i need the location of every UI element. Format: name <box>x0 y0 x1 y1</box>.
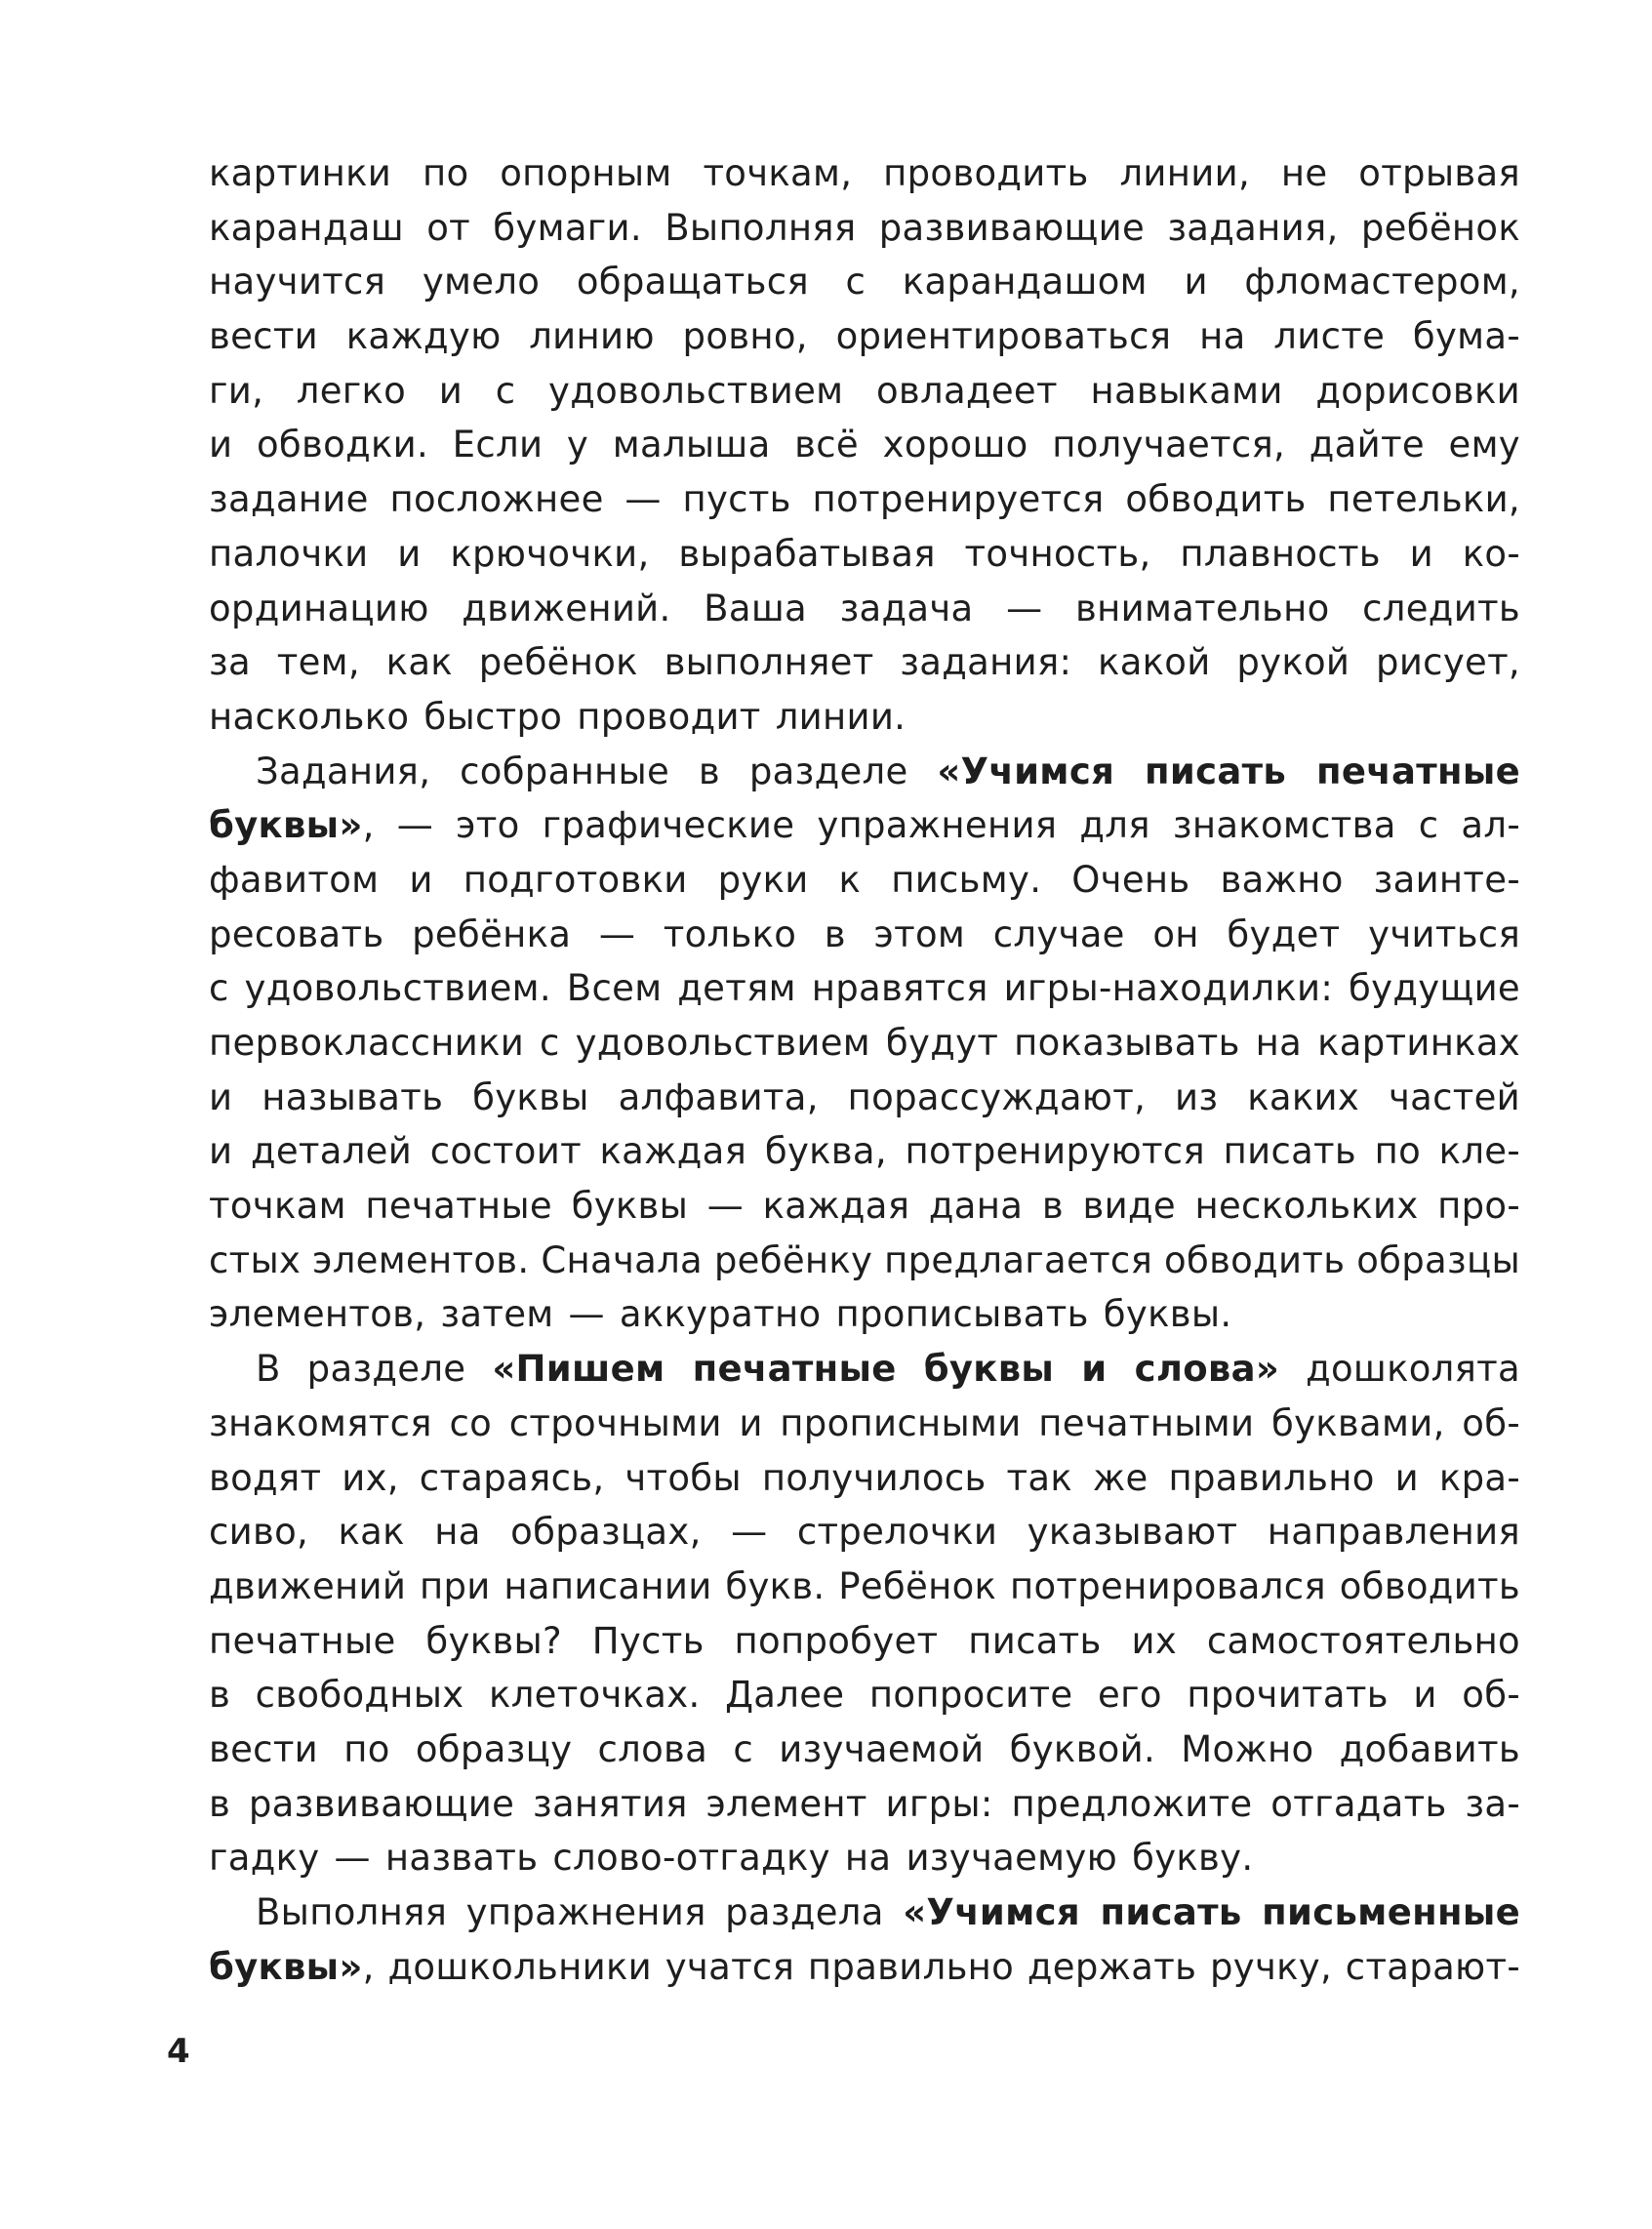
text-line: элементов, затем — аккуратно прописывать буквы. <box>209 1293 1232 1336</box>
text-line: первоклассники с удовольствием будут показывать на картинках <box>209 1022 1520 1064</box>
text-line: карандаш от бумаги. Выполняя развивающие задания, ребёнок <box>209 206 1520 249</box>
text-run: Задания, собранные в разделе <box>256 750 938 792</box>
text-line: и обводки. Если у малыша всё хорошо получается, дайте ему <box>209 424 1520 466</box>
page-body-text <box>209 146 1520 1994</box>
text-run: В разделе <box>256 1348 493 1391</box>
text-line: движений при написании букв. Ребёнок потренировался обводить <box>209 1564 1520 1607</box>
text-line: научится умело обращаться с карандашом и фломастером, <box>209 261 1520 304</box>
text-line: ординацию движений. Ваша задача — внимательно следить <box>209 587 1520 629</box>
text-line: с удовольствием. Всем детям нравятся игры-находилки: будущие <box>209 967 1520 1010</box>
text-line <box>209 745 1520 799</box>
text-line: знакомятся со строчными и прописными печатными буквами, об- <box>209 1401 1520 1444</box>
text-line: задание посложнее — пусть потренируется обводить петельки, <box>209 478 1520 521</box>
text-line: гадку — назвать слово-отгадку на изучаемую букву. <box>209 1837 1254 1880</box>
text-line: и деталей состоит каждая буква, потренируются писать по кле- <box>209 1130 1520 1173</box>
paragraph-1 <box>209 146 1520 745</box>
text-line: ги, легко и с удовольствием овладеет навыками дорисовки <box>209 369 1520 412</box>
text-line: насколько быстро проводит линии. <box>209 695 907 738</box>
section-title-bold: «Учимся писать печатные <box>937 750 1520 792</box>
text-line: вести по образцу слова с изучаемой буквой. Можно добавить <box>209 1727 1520 1770</box>
text-line: печатные буквы? Пусть попробует писать их самостоятельно <box>209 1619 1520 1662</box>
text-line: в развивающие занятия элемент игры: предложите отгадать за- <box>209 1782 1520 1825</box>
paragraph-4 <box>209 1885 1520 1994</box>
text-line <box>209 798 1520 853</box>
text-line <box>209 1940 1520 1995</box>
text-line: палочки и крючочки, вырабатывая точность, плавность и ко- <box>209 532 1520 575</box>
section-title-bold: «Учимся писать письменные <box>903 1891 1520 1933</box>
text-run: , дошкольники учатся правильно держать ручку, старают- <box>362 1945 1520 1988</box>
text-line: стых элементов. Сначала ребёнку предлагается обводить образцы <box>209 1238 1520 1281</box>
section-title-bold: буквы» <box>209 804 363 847</box>
text-line: за тем, как ребёнок выполняет задания: какой рукой рисует, <box>209 641 1520 684</box>
text-line: точкам печатные буквы — каждая дана в виде нескольких про- <box>209 1185 1520 1228</box>
text-line: и называть буквы алфавита, порассуждают, из каких частей <box>209 1075 1520 1118</box>
text-line: фавитом и подготовки руки к письму. Очень важно заинте- <box>209 858 1520 901</box>
text-line <box>209 1885 1520 1940</box>
text-line: сиво, как на образцах, — стрелочки указывают направления <box>209 1511 1520 1554</box>
text-line: ресовать ребёнка — только в этом случае он будет учиться <box>209 912 1520 955</box>
text-line: в свободных клеточках. Далее попросите его прочитать и об- <box>209 1674 1520 1717</box>
text-run: дошколята <box>1279 1348 1520 1391</box>
section-title-bold: «Пишем печатные буквы и слова» <box>492 1348 1280 1391</box>
text-run: Выполняя упражнения раздела <box>256 1891 904 1933</box>
text-line: картинки по опорным точкам, проводить линии, не отрывая <box>209 152 1520 194</box>
text-run: , — это графические упражнения для знакомства с ал- <box>362 804 1520 847</box>
paragraph-3 <box>209 1342 1520 1885</box>
page-number: 4 <box>167 2032 190 2071</box>
text-line <box>209 1342 1520 1397</box>
paragraph-2 <box>209 745 1520 1343</box>
text-line: вести каждую линию ровно, ориентироваться на листе бума- <box>209 315 1520 358</box>
text-line: водят их, стараясь, чтобы получилось так же правильно и кра- <box>209 1456 1520 1499</box>
section-title-bold: буквы» <box>209 1945 363 1988</box>
